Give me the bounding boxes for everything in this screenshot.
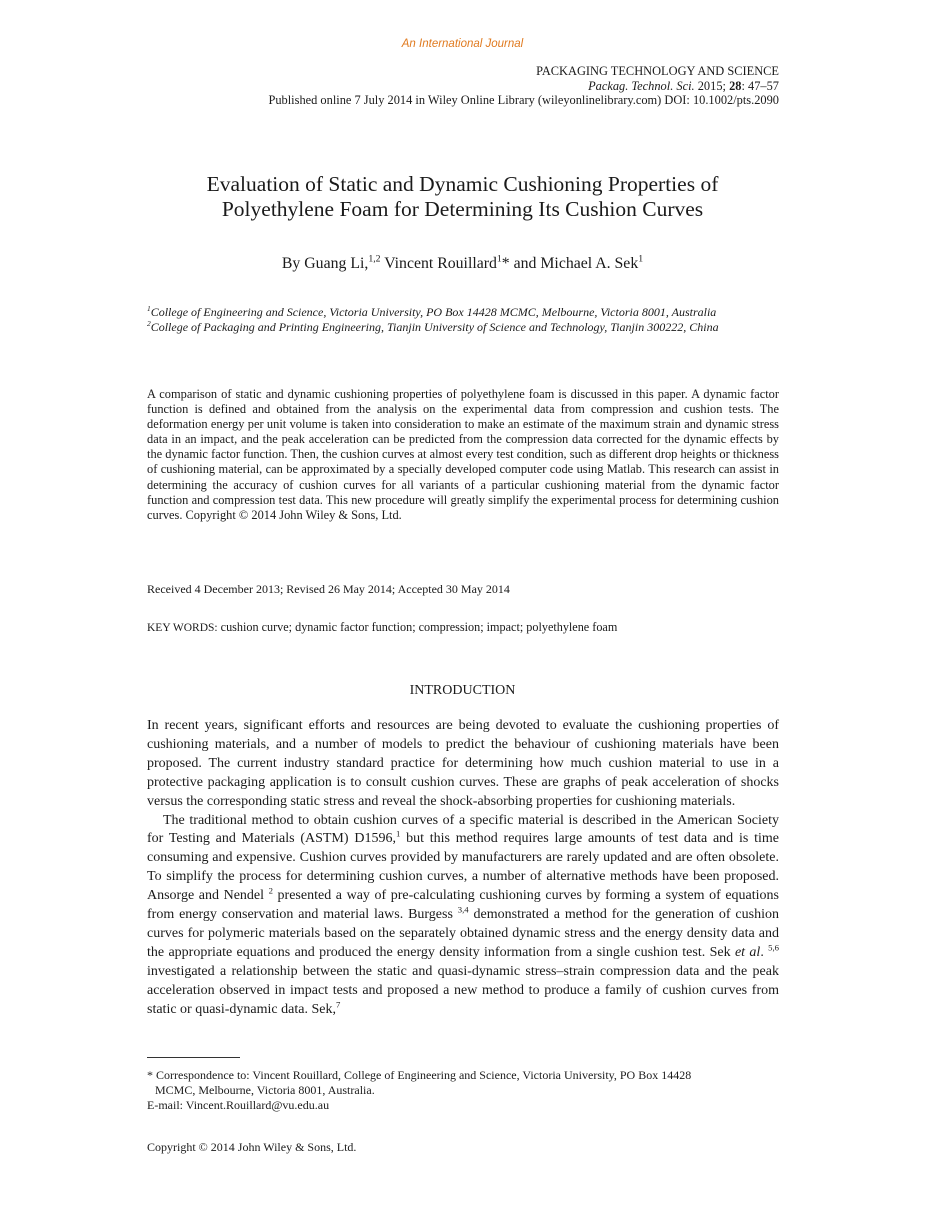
intro-p2-text-f: investigated a relationship between the static and quasi-dynamic stress–strain compression data and the peak acceleration observed in impact tests and proposed a new method to produce a family of cushion curves from static or quasi-dynamic data. Sek, bbox=[147, 963, 779, 1017]
affiliation-2 bbox=[147, 320, 779, 335]
author-list bbox=[0, 255, 925, 273]
citation-year: 2015; bbox=[697, 78, 726, 93]
intro-p2-text-c: presented a way of pre-calculating cushioning curves by forming a system of equations from energy conservation and material laws. Burgess bbox=[147, 888, 779, 923]
footnote-line-1: * Correspondence to: Vincent Rouillard, College of Engineering and Science, Victoria University, PO Box 14428 bbox=[147, 1068, 692, 1082]
author-2: Vincent Rouillard bbox=[380, 255, 497, 272]
footnote-email: E-mail: Vincent.Rouillard@vu.edu.au bbox=[147, 1098, 330, 1112]
citation-ref-2: 2 bbox=[268, 885, 273, 896]
citation-volume: 28 bbox=[729, 78, 742, 93]
intro-p2-text-e: . bbox=[760, 944, 769, 960]
footnote-line-2: MCMC, Melbourne, Victoria 8001, Australia. bbox=[155, 1083, 375, 1097]
keywords-label: KEY WORDS: bbox=[147, 622, 218, 634]
affiliation-1-text: College of Engineering and Science, Victoria University, PO Box 14428 MCMC, Melbourne, Victoria 8001, Australia bbox=[150, 305, 717, 319]
citation-ref-3-4: 3,4 bbox=[457, 904, 469, 915]
citation-ref-5-6: 5,6 bbox=[768, 942, 780, 953]
author-3-affil: 1 bbox=[638, 253, 644, 265]
intro-p2-text-d: demonstrated a method for the generation of cushion curves for polymeric materials based on the separately obtained dynamic stress and the energy density data and the appropriate equations and produced the energy density information from a single cushion test. Sek bbox=[147, 907, 779, 960]
journal-name: PACKAGING TECHNOLOGY AND SCIENCE bbox=[536, 64, 779, 78]
journal-citation bbox=[268, 79, 779, 94]
intro-p2-text-a: The traditional method to obtain cushion curves of a specific material is described in the American Society for Testing and Materials (ASTM) D1596, bbox=[147, 812, 779, 847]
page-copyright: Copyright © 2014 John Wiley & Sons, Ltd. bbox=[147, 1140, 357, 1154]
affiliations bbox=[147, 305, 779, 335]
intro-paragraph-1: In recent years, significant efforts and resources are being devoted to evaluate the cushioning properties of cushioning materials, and a number of models to predict the behaviour of cushioning materials have been proposed. The current industry standard practice for determining how much cushion material to use in a protective packaging application is to consult cushion curves. These are graphs of peak acceleration of shocks versus the corresponding static stress and reveal the shock-absorbing properties for cushioning materials. bbox=[147, 718, 779, 809]
journal-info-block bbox=[268, 64, 779, 108]
author-1: By Guang Li, bbox=[281, 255, 369, 272]
citation-pages: : 47–57 bbox=[741, 78, 779, 93]
citation-ref-7: 7 bbox=[335, 998, 341, 1009]
title-line-1: Evaluation of Static and Dynamic Cushioning Properties of bbox=[206, 172, 719, 196]
title-line-2: Polyethylene Foam for Determining Its Cushion Curves bbox=[221, 197, 704, 221]
citation-abbrev: Packag. Technol. Sci. bbox=[588, 78, 695, 93]
author-1-affil: 1,2 bbox=[368, 253, 381, 265]
correspondence-footnote bbox=[147, 1068, 779, 1113]
journal-tagline: An International Journal bbox=[401, 38, 524, 50]
affiliation-2-text: College of Packaging and Printing Engineering, Tianjin University of Science and Technology, Tianjin 300222, China bbox=[150, 320, 719, 334]
section-heading-introduction: INTRODUCTION bbox=[409, 683, 516, 698]
affiliation-2-num: 2 bbox=[147, 319, 151, 328]
author-2-affil: 1 bbox=[496, 253, 502, 265]
published-line: Published online 7 July 2014 in Wiley Online Library (wileyonlinelibrary.com) DOI: 10.1002/pts.2090 bbox=[268, 93, 779, 107]
citation-ref-1: 1 bbox=[395, 828, 401, 839]
intro-paragraph-2 bbox=[147, 812, 779, 1020]
footnote-divider bbox=[147, 1057, 240, 1058]
author-3: * and Michael A. Sek bbox=[501, 255, 639, 272]
affiliation-1 bbox=[147, 305, 779, 320]
received-dates: Received 4 December 2013; Revised 26 May 2014; Accepted 30 May 2014 bbox=[147, 582, 510, 596]
introduction-body bbox=[147, 717, 779, 1020]
abstract: A comparison of static and dynamic cushioning properties of polyethylene foam is discussed in this paper. A dynamic factor function is defined and obtained from the analysis on the experimental data from compression and cushion tests. The deformation energy per unit volume is taken into consideration to make an estimate of the maximum strain and dynamic stress data in an impact, and the peak acceleration can be predicted from the compression data corrected for the dynamic effects by the dynamic factor function. Then, the cushion curves at almost every test condition, such as different drop heights or thickness of cushioning material, can be approximated by a specially developed computer code using Matlab. This research can assist in determining the accuracy of cushion curves for all variants of a particular cushioning material from the dynamic factor function and compression test data. This new procedure will greatly simplify the experimental process for determining cushion curves. Copyright © 2014 John Wiley & Sons, Ltd. bbox=[147, 387, 779, 522]
intro-p2-text-b: but this method requires large amounts of test data and is time consuming and expensive. Cushion curves provided by manufacturers are rarely updated and are often obsolete. To simplify the process for determining cushion curves, a number of alternative methods have been proposed. Ansorge and Nendel bbox=[147, 831, 779, 904]
affiliation-1-num: 1 bbox=[147, 304, 151, 313]
keywords-list: cushion curve; dynamic factor function; compression; impact; polyethylene foam bbox=[217, 620, 618, 634]
et-al: et al bbox=[734, 944, 761, 960]
keywords bbox=[147, 620, 617, 635]
paper-title bbox=[0, 172, 925, 222]
